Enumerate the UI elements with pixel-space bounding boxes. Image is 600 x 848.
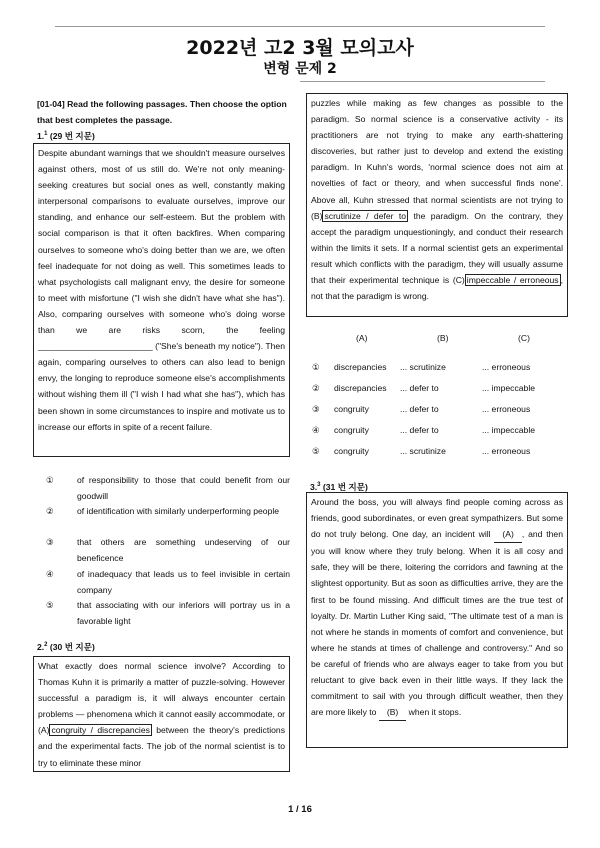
option-number: ③ [46,537,54,547]
option-a: congruity [334,404,369,414]
question-2-source: (30 번 지문) [49,641,95,652]
column-header-a: (A) [356,333,368,343]
option-text: that others are something undeserving of our beneficence [77,537,290,563]
option-c: ... erroneous [482,404,531,414]
answer-row-3[interactable] [312,404,568,418]
passage-text: between the theory's predictions and the experimental facts. The job of the normal scientist is to try to eliminate these minor [38,725,285,768]
question-2-passage-part2 [306,93,568,317]
top-rule [55,26,545,27]
option-a: discrepancies [334,383,387,393]
passage-text: the paradigm. On the contrary, they accept the paradigm unquestioningly, and conduct their research within the limits it sets. If a normal scientist gets an experimental result which conflicts with the paradigm, they will usually assume that their experimental technique is (C) [311,210,564,286]
option-c: ... impeccable [482,383,536,393]
page-title: 2022년 고2 3월 모의고사 [186,37,414,59]
option-a: congruity [334,425,369,435]
question-2-number: 2. [37,641,45,652]
question-3-passage [306,492,568,748]
question-1-footnote: 1 [44,131,48,137]
blank-a: (A) [494,526,521,543]
option-number: ④ [46,569,54,579]
answer-row-5[interactable] [312,446,568,460]
choice-box-b: scrutinize / defer to [324,210,407,221]
option-a: discrepancies [334,362,387,372]
answer-row-1[interactable] [312,362,568,376]
option-b: ... defer to [400,383,439,393]
passage-text: ("She's beneath my notice"). Then again, comparing ourselves to others can also lead to benign envy, the longing to reproduce someone else's accomplishments without wishing them ill ("I wish I had what she has"), which has been shown in some circumstances to inspire and motivate us to increase our efforts in spite of a recent failure. [38,341,285,432]
option-text: of identification with similarly underperforming people [77,506,280,516]
blank-b: (B) [379,704,406,721]
option-number: ② [312,383,320,393]
option-b: ... scrutinize [400,446,446,456]
question-2-heading [37,637,95,655]
option-a: congruity [334,446,369,456]
column-header-b: (B) [437,333,449,343]
option-number: ② [46,506,54,516]
option-b: ... defer to [400,425,439,435]
choice-box-a: congruity / discrepancies [51,725,150,736]
passage-blank: ________________________ [38,341,153,352]
question-3-number: 3. [310,481,318,492]
passage-text: What exactly does normal science involve? According to Thomas Kuhn it is primarily a matter of puzzle-solving. However successful a paradigm is, it will always encounter certain problems — phenomena which it cannot easily accommodate, or (A) [38,661,285,736]
passage-text: puzzles while making as few changes as possible to the paradigm. So normal science is a conservative activity - its practitioners are not trying to make any earth-shattering discoveries, but rather just to develop and extend the existing paradigm. In Kuhn's words, 'normal science does not aim at novelties of fact or theory, and when successful finds none'. Above all, Kuhn stressed that normal scientists are not trying to (B) [311,98,563,221]
answer-row-2[interactable] [312,383,568,397]
page-number: 1 / 16 [288,804,312,815]
option-c: ... impeccable [482,425,536,435]
header-rule [300,81,545,82]
option-text: of inadequacy that leads us to feel invisible in certain company [77,569,290,595]
question-3-source: (31 번 지문) [322,481,368,492]
option-c: ... erroneous [482,446,531,456]
question-1-number: 1. [37,130,45,141]
choice-box-c: impeccable / erroneous [466,275,559,286]
option-b: ... scrutinize [400,362,446,372]
question-2-answer-table [312,333,568,463]
passage-text: , and then you will know where they truly belong. When it is all cosy and safe, they will be there, loitering the corridors and fawning at the slightest opportunity. But as soon as difficulties arrive, they are the first to be found missing. And difficult times are the true test of loyalty. Dr. Martin Luther King said, "The ultimate test of a man is not where he stands in moments of comfort and convenience, but where he stands at times of challenge and controversy." And so be careful of friends who are always eager to take from you but reluctant to give back even in their little ways. If they lack the commitment to sail with you through difficult weather, then they are more likely to [311,529,563,718]
option-number: ④ [312,425,320,435]
column-header-c: (C) [518,333,530,343]
question-2-footnote: 2 [44,642,48,648]
question-2-passage-part1 [33,656,290,772]
option-c: ... erroneous [482,362,531,372]
page-subtitle: 변형 문제 2 [263,61,337,77]
option-number: ⑤ [312,446,320,456]
option-number: ③ [312,404,320,414]
passage-text: , not that the paradigm is wrong. [311,275,563,302]
option-text: of responsibility to those that could benefit from our goodwill [77,475,290,501]
option-number: ⑤ [46,600,54,610]
option-number: ① [46,475,54,485]
passage-text: Around the boss, you will always find people coming across as friends, good subordinates, or even great sympathizers. But some do not truly belong. One day, an incident will [311,497,563,540]
option-text: that associating with our inferiors will portray us in a favorable light [77,600,290,626]
question-3-footnote: 3 [317,482,321,488]
question-1-heading [37,126,95,144]
question-1-source: (29 번 지문) [49,130,95,141]
instructions: [01-04] Read the following passages. Then choose the option that best completes the passage. [37,99,287,125]
option-number: ① [312,362,320,372]
option-b: ... defer to [400,404,439,414]
passage-text: Despite abundant warnings that we shouldn't measure ourselves against others, most of us still do. We're not only meaning-seeking creatures but social ones as well, constantly making interpersonal comparisons to evaluate ourselves, improve our standing, and enhance our self-esteem. But the problem with social comparison is that it often backfires. When comparing ourselves to someone who's doing better than we are, we often feel inadequate for not doing as well. This sometimes leads to what psychologists call malignant envy, the desire for someone to meet with misfortune ("I wish she didn't have what she has"). Also, comparing ourselves with someone who's doing worse than we are risks scorn, the feeling [38,148,285,336]
passage-text: when it stops. [406,707,462,718]
answer-row-4[interactable] [312,425,568,439]
question-1-passage [33,143,290,457]
